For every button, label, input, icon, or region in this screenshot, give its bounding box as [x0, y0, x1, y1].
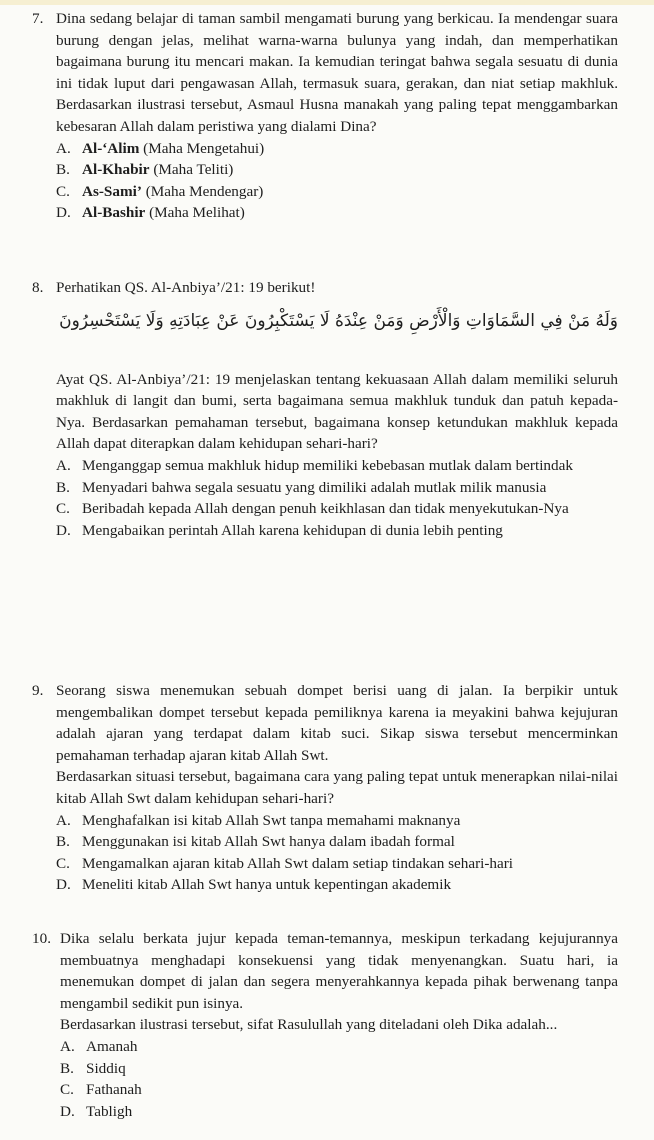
- option-c[interactable]: C. Fathanah: [60, 1081, 142, 1099]
- question-10: [32, 928, 618, 1122]
- top-edge-band: [0, 0, 654, 5]
- option-a[interactable]: A. Al-‘Alim (Maha Mengetahui): [56, 139, 265, 157]
- question-text: Ayat QS. Al-Anbiya’/21: 19 menjelaskan tentang kekuasaan Allah dalam memiliki seluruh makhluk di langit dan bumi, serta bagaimana semua makhluk tunduk dan patuh kepada-Nya. Berdasarkan pemahaman tersebut, bagaimana konsep ketundukan makhluk kepada Allah dapat diterapkan dalam kehidupan sehari-hari?: [56, 370, 618, 453]
- option-a[interactable]: A. Menghafalkan isi kitab Allah Swt tanpa memahami maknanya: [56, 811, 461, 829]
- question-number: 8.: [32, 279, 44, 296]
- question-text-2: Berdasarkan situasi tersebut, bagaimana cara yang paling tepat untuk menerapkan nilai-nilai kitab Allah Swt dalam kehidupan sehari-hari?: [56, 768, 618, 807]
- question-text: Dina sedang belajar di taman sambil mengamati burung yang berkicau. Ia mendengar suara burung dengan jelas, melihat warna-warna bulunya yang indah, dan memperhatikan bagaimana burung itu mencari makan. Ia kemudian teringat bahwa segala sesuatu di dunia ini tidak luput dari pengawasan Allah, termasuk suara, gerakan, dan niat setiap makhluk. Berdasarkan ilustrasi tersebut, Asmaul Husna manakah yang paling tepat menggambarkan kebesaran Allah dalam peristiwa yang dialami Dina?: [56, 10, 618, 135]
- question-number: 9.: [32, 682, 44, 699]
- option-d[interactable]: D. Tabligh: [60, 1102, 133, 1120]
- question-number: 10.: [32, 930, 51, 947]
- option-d[interactable]: D. Al-Bashir (Maha Melihat): [56, 204, 245, 222]
- question-9: [32, 680, 618, 896]
- question-intro: Perhatikan QS. Al-Anbiya’/21: 19 berikut!: [56, 279, 316, 296]
- question-text: Seorang siswa menemukan sebuah dompet berisi uang di jalan. Ia berpikir untuk mengembalikan dompet tersebut kepada pemiliknya karena ia meyakini bahwa kejujuran adalah ajaran yang terdapat dalam kitab suci. Sikap siswa tersebut mencerminkan pemahaman terhadap ajaran kitab Allah Swt.: [56, 682, 618, 764]
- option-c[interactable]: C. Beribadah kepada Allah dengan penuh keikhlasan dan tidak menyekutukan-Nya: [56, 500, 569, 518]
- question-8: [32, 277, 618, 541]
- option-b[interactable]: B. Siddiq: [60, 1059, 126, 1077]
- option-b[interactable]: B. Menggunakan isi kitab Allah Swt hanya dalam ibadah formal: [56, 833, 455, 851]
- question-text-2: Berdasarkan ilustrasi tersebut, sifat Rasulullah yang diteladani oleh Dika adalah...: [60, 1016, 558, 1034]
- option-a[interactable]: A. Menganggap semua makhluk hidup memiliki kebebasan mutlak dalam bertindak: [56, 456, 573, 474]
- option-c[interactable]: C. Mengamalkan ajaran kitab Allah Swt dalam setiap tindakan sehari-hari: [56, 854, 514, 872]
- option-d[interactable]: D. Mengabaikan perintah Allah karena kehidupan di dunia lebih penting: [56, 521, 503, 539]
- arabic-verse: وَلَهُ مَنْ فِي السَّمَاوَاتِ وَالْأَرْضِ وَمَنْ عِنْدَهُ لَا يَسْتَكْبِرُونَ عَنْ عِبَادَتِهِ وَلَا يَسْتَحْسِرُونَ: [59, 310, 618, 331]
- option-b[interactable]: B. Menyadari bahwa segala sesuatu yang dimiliki adalah mutlak milik manusia: [56, 478, 547, 496]
- question-number: 7.: [32, 10, 44, 27]
- option-a[interactable]: A. Amanah: [60, 1037, 138, 1055]
- option-c[interactable]: C. As-Sami’ (Maha Mendengar): [56, 182, 264, 200]
- option-d[interactable]: D. Meneliti kitab Allah Swt hanya untuk kepentingan akademik: [56, 876, 452, 894]
- option-b[interactable]: B. Al-Khabir (Maha Teliti): [56, 161, 234, 179]
- question-text: Dika selalu berkata jujur kepada teman-temannya, meskipun terkadang kejujurannya membuatnya menghadapi konsekuensi yang tidak menyenangkan. Suatu hari, ia menemukan dompet di jalan dan segera menyerahkannya kepada pihak berwenang tanpa mengambil sedikit pun isinya.: [60, 930, 618, 1012]
- question-7: [32, 8, 618, 224]
